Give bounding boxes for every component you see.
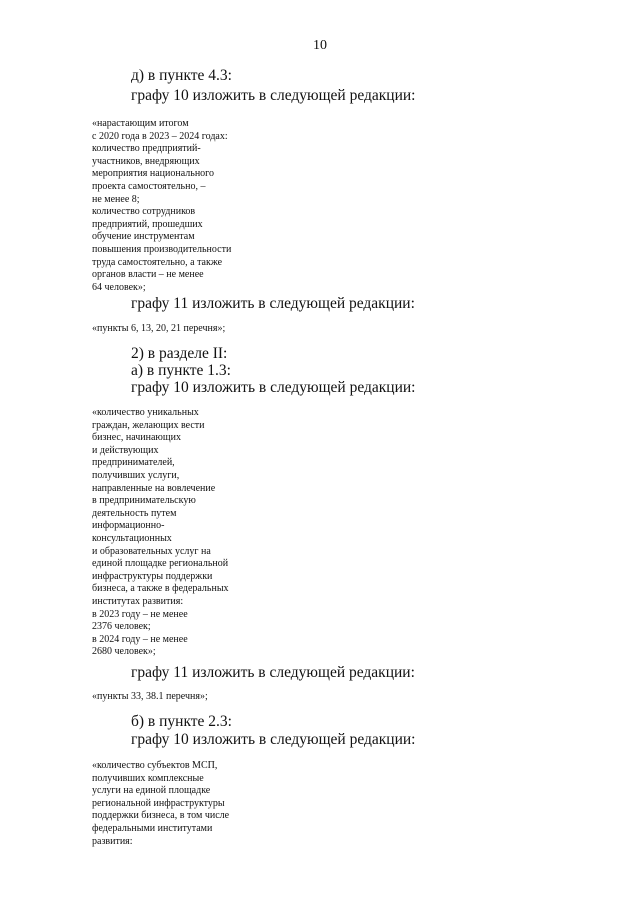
column-11-instruction: графу 11 изложить в следующей редакции: [131,664,415,681]
item-d-heading: д) в пункте 4.3: [131,67,232,84]
column-11-text-4-3: «пункты 6, 13, 20, 21 перечня»; [92,323,226,334]
item-b-heading: б) в пункте 2.3: [131,713,232,730]
column-10-instruction: графу 10 изложить в следующей редакции: [131,379,416,396]
column-10-text-4-3: «нарастающим итогом с 2020 года в 2023 – 2024 годах: количество предприятий- участников, внедряющих мероприятия национального проекта самостоятельно, – не менее 8; количество сотрудников предприятий, прошедших обучение инструментам повышения производительности труда самостоятельно, а также органов власти – не менее 64 человек»; [92,118,232,293]
column-10-text-2-3: «количество субъектов МСП, получивших комплексные услуги на единой площадке региональной инфраструктуры поддержки бизнеса, в том числе федеральными институтами развития: [92,760,230,847]
page-number: 10 [313,38,327,53]
column-11-text-1-3: «пункты 33, 38.1 перечня»; [92,691,208,702]
column-10-instruction: графу 10 изложить в следующей редакции: [131,87,416,104]
column-10-instruction: графу 10 изложить в следующей редакции: [131,731,416,748]
section-2-heading: 2) в разделе II: [131,345,228,362]
column-10-text-1-3: «количество уникальных граждан, желающих вести бизнес, начинающих и действующих предпринимателей, получивших услуги, направленные на вовлечение в предпринимательскую деятельность путем информационно- консультационных и образовательных услуг на единой площадке региональной инфраструктуры поддержки бизнеса, а также в федеральных институтах развития: в 2023 году – не менее 2376 человек; в 2024 году – не менее 2680 человек»; [92,407,229,658]
item-a-heading: а) в пункте 1.3: [131,362,231,379]
column-11-instruction: графу 11 изложить в следующей редакции: [131,295,415,312]
